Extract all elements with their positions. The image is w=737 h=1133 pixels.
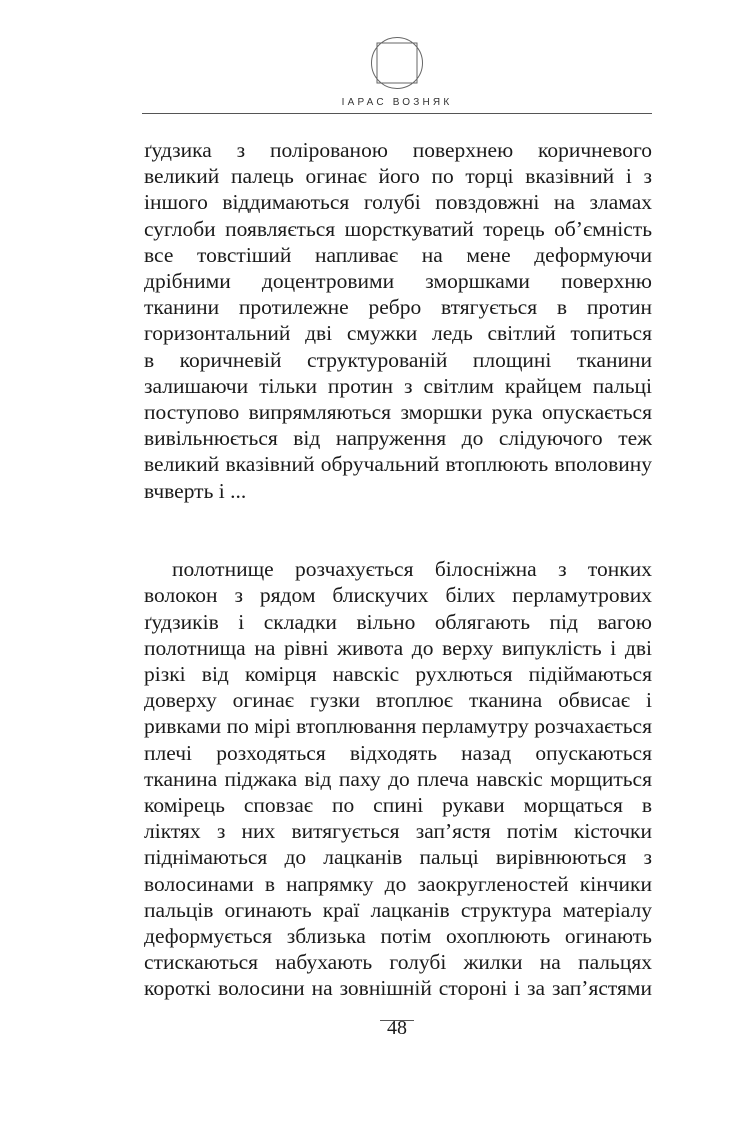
paragraph-1 [144, 137, 652, 504]
text-line: ґудзика з полірованою поверхнею коричневого [144, 138, 652, 162]
text-line: вивільнюється від напруження до слідуючого теж [144, 426, 652, 451]
text-line: ліктях з них витягується зап’ястя потім кісточки [144, 819, 652, 844]
text-line: тканини протилежне ребро втягується в протин [144, 295, 652, 320]
text-line: стискаються набухають голубі жилки на пальцях [144, 950, 652, 975]
text-line: волокон з рядом блискучих білих перламутрових [144, 583, 652, 608]
circle-square-emblem-icon [370, 36, 424, 90]
header-divider [142, 113, 652, 114]
text-line: великий вказівний обручальний втоплюють вполовину [144, 452, 652, 477]
text-line: в коричневій структурованій площині тканини [144, 347, 652, 372]
text-line: різкі від комірця навскіс рухлються підіймаються [144, 662, 652, 687]
text-line: піднімаються до лацканів пальці вирівнюються з [144, 845, 652, 870]
text-line: ґудзиків і складки вільно облягають під вагою [144, 609, 652, 634]
page-body-text [144, 137, 652, 1002]
text-line: полотнище розчахується білосніжна з тонких [172, 557, 652, 582]
text-line: дрібними доцентровими зморшками поверхню [144, 269, 652, 294]
text-line: плечі розходяться відходять назад опускаються [144, 740, 652, 765]
text-line: доверху огинає гузки втоплює тканина обвисає і [144, 688, 652, 713]
text-line: вчверть і ... [144, 478, 247, 503]
text-line: тканина піджака від паху до плеча навскіс морщиться [144, 766, 652, 791]
text-line: все товстіший напливає на мене деформуючи [144, 242, 652, 267]
text-line: ривками по мірі втоплювання перламутру розчахається [144, 714, 652, 739]
paragraph-gap [144, 504, 652, 530]
text-line: горизонтальний дві смужки ледь світлий топиться [144, 321, 652, 346]
text-line: суглоби появляється шорсткуватий торець об’ємність [144, 216, 652, 241]
text-line: поступово випрямляються зморшки рука опускається [144, 400, 652, 425]
text-line: деформується зблизька потім охоплюють огинають [144, 924, 652, 949]
text-line: полотнища на рівні живота до верху випуклість і дві [144, 635, 652, 660]
running-head-author: ІАРАС ВОЗНЯК [341, 97, 453, 108]
text-line: іншого віддимаються голубі повздовжні на зламах [144, 190, 652, 215]
text-line: залишаючи тільки протин з світлим крайцем пальці [144, 373, 652, 398]
text-line: комірець сповзає по спині рукави морщаться в [144, 793, 652, 818]
text-line: великий палець огинає його по торці вказівний і з [144, 164, 652, 189]
page-number: 48 [387, 1017, 407, 1039]
paragraph-gap [144, 530, 652, 556]
text-line: волосинами в напрямку до заокругленостей кінчики [144, 871, 652, 896]
text-line: короткі волосини на зовнішній стороні і за зап’ястями [144, 976, 652, 1001]
text-line: пальців огинають краї лацканів структура матеріалу [144, 897, 652, 922]
paragraph-2 [144, 556, 652, 1001]
